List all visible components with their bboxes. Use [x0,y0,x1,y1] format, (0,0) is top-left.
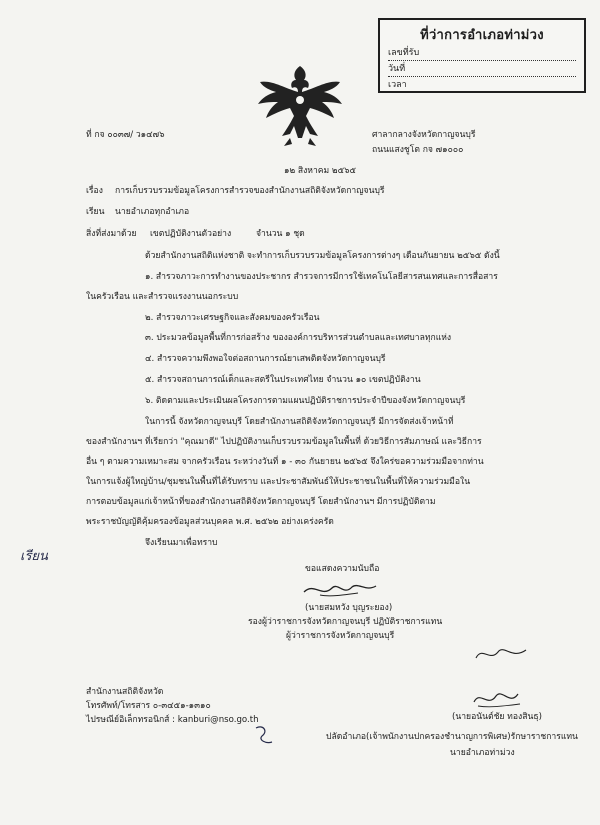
garuda-emblem-icon [254,60,346,152]
contact-office: สำนักงานสถิติจังหวัด [86,687,164,697]
stamp-title: ที่ว่าการอำเภอท่าม่วง [420,28,544,43]
to-label: เรียน [86,207,105,217]
enclosure-label: สิ่งที่ส่งมาด้วย [86,229,137,239]
body-para2-line1: ในการนี้ จังหวัดกาญจนบุรี โดยสำนักงานสถิติจังหวัดกาญจนบุรี มีการจัดส่งเจ้าหน้าที่ [145,417,454,427]
enclosure-quantity: จำนวน ๑ ชุด [256,229,305,239]
handwritten-check-scribble-icon [252,722,276,748]
issuer-address: ถนนแสงชูโต กจ ๗๑๐๐๐ [372,145,464,155]
body-para2-line2: ของสำนักงานฯ ที่เรียกว่า "คุณมาดี" ไปปฏิบัติงานเก็บรวบรวมข้อมูลในพื้นที่ ด้วยวิธีการสัมภาษณ์ และวิธีการ [86,437,482,447]
stamp-time-label: เวลา [388,80,407,90]
stamp-number-label: เลขที่รับ [388,48,420,58]
body-item-1b: ในครัวเรือน และสำรวจแรงงานนอกระบบ [86,292,239,302]
to-text: นายอำเภอทุกอำเภอ [115,207,190,217]
sheriff-position-1: ปลัดอำเภอ(เจ้าพนักงานปกครองชำนาญการพิเศษ)รักษาราชการแทน [326,732,578,742]
document-number: ที่ กจ ๐๐๓๗/ ว๑๔๗๖ [86,130,165,140]
body-item-2: ๒. สำรวจภาวะเศรษฐกิจและสังคมของครัวเรือน [145,313,320,323]
sheriff-initial-scribble-icon [472,640,532,666]
sheriff-name: (นายอนันต์ชัย ทองสินธุ) [452,712,542,722]
sheriff-signature-scribble-icon [468,686,528,712]
body-para2-line4: ในการแจ้งผู้ใหญ่บ้าน/ชุมชนในพื้นที่ได้รับทราบ และประชาสัมพันธ์ให้ประชาชนในพื้นที่ให้ความร่วมมือใน [86,477,471,487]
body-intro: ด้วยสำนักงานสถิติแห่งชาติ จะทำการเก็บรวบรวมข้อมูลโครงการต่างๆ เดือนกันยายน ๒๕๖๕ ดังนี้ [145,251,500,261]
enclosure-text: เขตปฏิบัติงานตัวอย่าง [150,229,232,239]
contact-phone: โทรศัพท์/โทรสาร ๐-๓๔๕๑-๑๓๑๐ [86,701,211,711]
body-item-5: ๕. สำรวจสถานการณ์เด็กและสตรีในประเทศไทย จำนวน ๑๐ เขตปฏิบัติงาน [145,375,421,385]
signature-scribble-icon [300,578,380,600]
receiving-stamp [378,18,586,93]
handwritten-note-salutation: เรียน [20,549,48,564]
body-item-4: ๔. สำรวจความพึงพอใจต่อสถานการณ์ยาเสพติดจังหวัดกาญจนบุรี [145,354,386,364]
stamp-date-label: วันที่ [388,64,406,74]
document-date: ๑๒ สิงหาคม ๒๕๖๕ [284,166,357,176]
body-para2-line5: การตอบข้อมูลแก่เจ้าหน้าที่ของสำนักงานสถิติจังหวัดกาญจนบุรี โดยสำนักงานฯ มีการปฏิบัติตาม [86,497,436,507]
issuer-office: ศาลากลางจังหวัดกาญจนบุรี [372,130,476,140]
stamp-row-number [388,44,576,61]
signer-position-2: ผู้ว่าราชการจังหวัดกาญจนบุรี [286,631,395,641]
subject-text: การเก็บรวบรวมข้อมูลโครงการสำรวจของสำนักงานสถิติจังหวัดกาญจนบุรี [115,186,385,196]
body-para2-line3: อื่น ๆ ตามความเหมาะสม จากครัวเรือน ระหว่างวันที่ ๑ - ๓๐ กันยายน ๒๕๖๕ จึงใคร่ขอความร่วมมือจากท่าน [86,457,484,467]
body-closing: จึงเรียนมาเพื่อทราบ [145,538,218,548]
signer-name: (นายสมหวัง บุญระยอง) [305,603,393,613]
regards-text: ขอแสดงความนับถือ [305,564,380,574]
sheriff-position-2: นายอำเภอท่าม่วง [450,748,515,758]
stamp-row-time [388,76,576,92]
subject-label: เรื่อง [86,186,103,196]
body-item-6: ๖. ติดตามและประเมินผลโครงการตามแผนปฏิบัติราชการประจำปีของจังหวัดกาญจนบุรี [145,396,466,406]
contact-email: ไปรษณีย์อิเล็กทรอนิกส์ : kanburi@nso.go.th [86,715,259,725]
stamp-row-date [388,60,576,77]
signer-position-1: รองผู้ว่าราชการจังหวัดกาญจนบุรี ปฏิบัติราชการแทน [248,617,443,627]
body-item-1a: ๑. สำรวจภาวะการทำงานของประชากร สำรวจการมีการใช้เทคโนโลยีสารสนเทศและการสื่อสาร [145,272,498,282]
body-para2-line6: พระราชบัญญัติคุ้มครองข้อมูลส่วนบุคคล พ.ศ. ๒๕๖๒ อย่างเคร่งครัด [86,517,334,527]
body-item-3: ๓. ประมวลข้อมูลพื้นที่การก่อสร้าง ขององค์การบริหารส่วนตำบลและเทศบาลทุกแห่ง [145,333,452,343]
